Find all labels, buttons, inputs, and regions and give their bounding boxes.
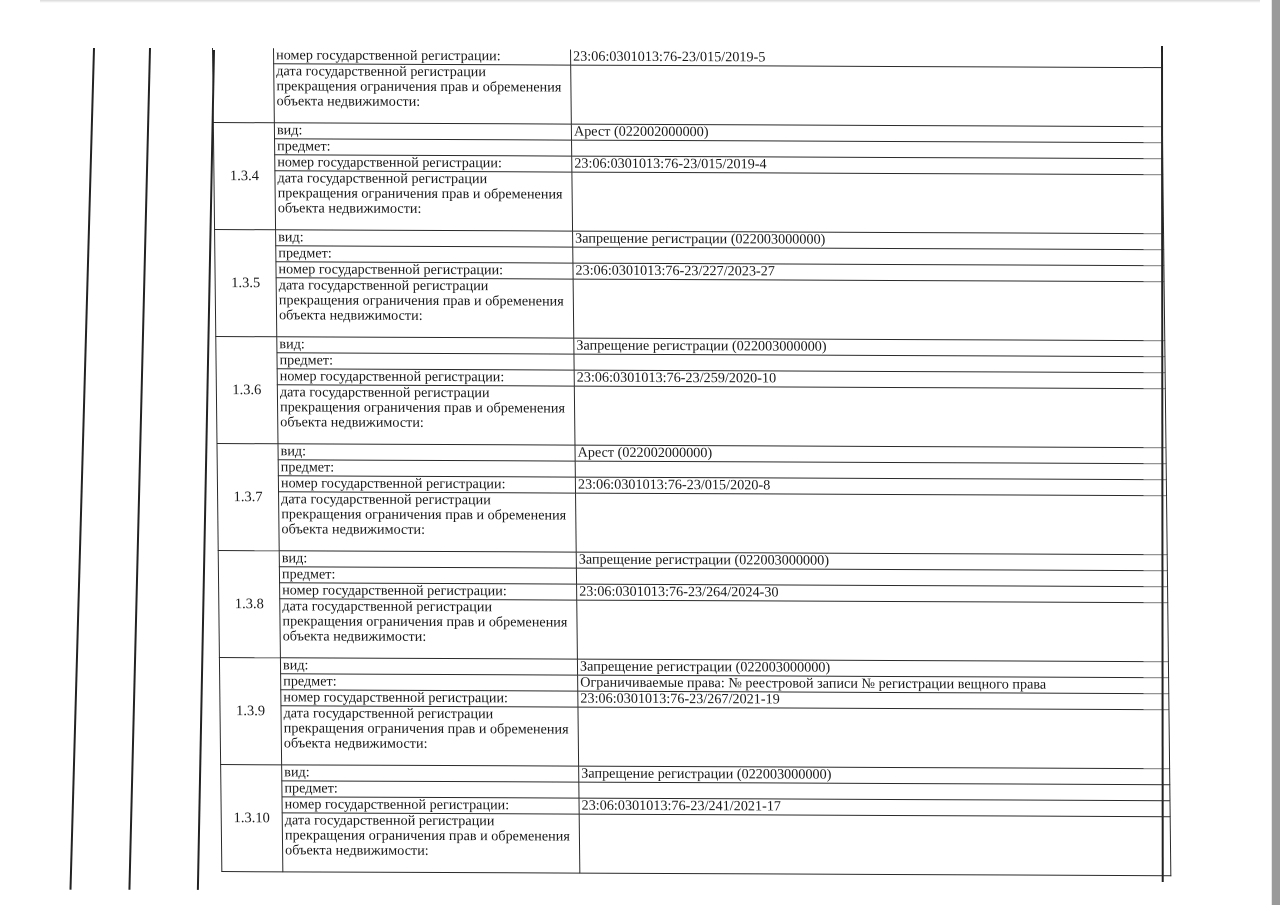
- reg-number-label: номер государственной регистрации:: [280, 583, 577, 600]
- type-label: вид:: [277, 337, 574, 354]
- type-label: вид:: [274, 123, 571, 140]
- termination-date-label: дата государственной регистрации прекращения ограничения прав и обременения объекта недвижимости:: [275, 171, 573, 231]
- reg-number-value: 23:06:0301013:76-23/227/2023-27: [573, 263, 1164, 282]
- subject-label: предмет:: [282, 781, 579, 798]
- reg-number-value: 23:06:0301013:76-23/241/2021-17: [579, 798, 1170, 817]
- termination-date-value: [574, 386, 1166, 448]
- termination-date-label: дата государственной регистрации прекращения ограничения прав и обременения объекта недвижимости:: [277, 385, 575, 445]
- type-label: вид:: [280, 658, 577, 675]
- type-value: Запрещение регистрации (022003000000): [579, 766, 1170, 785]
- margin-line-2: [128, 48, 150, 890]
- termination-date-label: дата государственной регистрации прекращения ограничения прав и обременения объекта недвижимости:: [279, 492, 577, 552]
- reg-number-label: номер государственной регистрации:: [278, 476, 575, 493]
- table-row: [216, 385, 1166, 448]
- margin-line-3: [197, 50, 215, 890]
- table-row: [213, 64, 1163, 127]
- reg-number-label: номер государственной регистрации:: [281, 690, 578, 707]
- table-row: [221, 813, 1171, 876]
- termination-date-label: дата государственной регистрации прекращения ограничения прав и обременения объекта недвижимости:: [276, 278, 574, 338]
- entry-number: 1.3.7: [217, 444, 279, 551]
- entry-number: 1.3.5: [215, 230, 277, 337]
- reg-number-label: номер государственной регистрации:: [273, 48, 570, 65]
- reg-number-label: номер государственной регистрации:: [276, 262, 573, 279]
- termination-date-label: дата государственной регистрации прекращения ограничения прав и обременения объекта недвижимости:: [280, 599, 578, 659]
- type-label: вид:: [279, 551, 576, 568]
- reg-number-value: 23:06:0301013:76-23/015/2019-5: [570, 50, 1161, 68]
- type-label: вид:: [278, 444, 575, 461]
- termination-date-value: [577, 600, 1169, 662]
- reg-number-label: номер государственной регистрации:: [282, 797, 579, 814]
- subject-label: предмет:: [278, 460, 575, 477]
- termination-date-label: дата государственной регистрации прекращения ограничения прав и обременения объекта недвижимости:: [281, 706, 579, 766]
- termination-date-label: дата государственной регистрации прекращения ограничения прав и обременения объекта недвижимости:: [282, 813, 580, 873]
- encumbrance-table: [212, 48, 1171, 876]
- reg-number-value: 23:06:0301013:76-23/015/2020-8: [575, 477, 1166, 496]
- termination-date-value: [578, 707, 1170, 769]
- termination-date-value: [572, 172, 1164, 234]
- table-row: [214, 171, 1164, 234]
- subject-label: предмет:: [277, 353, 574, 370]
- reg-number-value: 23:06:0301013:76-23/259/2020-10: [574, 370, 1165, 389]
- type-value: Запрещение регистрации (022003000000): [574, 338, 1165, 357]
- entry-number: [213, 48, 275, 123]
- subject-label: предмет:: [281, 674, 578, 691]
- table-row: [219, 599, 1169, 662]
- scan-page-edge: [1272, 0, 1280, 905]
- termination-date-value: [579, 814, 1171, 876]
- entry-number: 1.3.4: [213, 123, 275, 230]
- subject-label: предмет:: [275, 139, 572, 156]
- reg-number-value: 23:06:0301013:76-23/267/2021-19: [578, 691, 1169, 710]
- table-row: [220, 706, 1170, 769]
- reg-number-label: номер государственной регистрации:: [275, 155, 572, 172]
- type-value: Запрещение регистрации (022003000000): [577, 659, 1168, 678]
- termination-date-value: [573, 279, 1165, 341]
- type-value: Арест (022002000000): [571, 124, 1162, 143]
- type-value: Запрещение регистрации (022003000000): [576, 552, 1167, 571]
- reg-number-value: 23:06:0301013:76-23/015/2019-4: [572, 156, 1163, 175]
- termination-date-value: [571, 65, 1163, 127]
- subject-label: предмет:: [279, 567, 576, 584]
- type-value: Арест (022002000000): [575, 445, 1166, 464]
- reg-number-value: 23:06:0301013:76-23/264/2024-30: [577, 584, 1168, 603]
- scan-top-shadow: [40, 0, 1260, 3]
- table-row: [218, 492, 1168, 555]
- termination-date-label: дата государственной регистрации прекращения ограничения прав и обременения объекта недвижимости:: [274, 64, 572, 124]
- subject-value: Ограничиваемые права: № реестровой записи № регистрации вещного права: [578, 675, 1169, 694]
- termination-date-value: [576, 493, 1168, 555]
- subject-label: предмет:: [276, 246, 573, 263]
- entry-number: 1.3.8: [218, 551, 280, 658]
- reg-number-label: номер государственной регистрации:: [277, 369, 574, 386]
- type-label: вид:: [276, 230, 573, 247]
- type-label: вид:: [282, 765, 579, 782]
- table-row: [215, 278, 1165, 341]
- entry-number: 1.3.10: [221, 765, 283, 872]
- margin-line-1: [69, 48, 94, 890]
- type-value: Запрещение регистрации (022003000000): [573, 231, 1164, 250]
- entry-number: 1.3.6: [216, 337, 278, 444]
- entry-number: 1.3.9: [219, 658, 281, 765]
